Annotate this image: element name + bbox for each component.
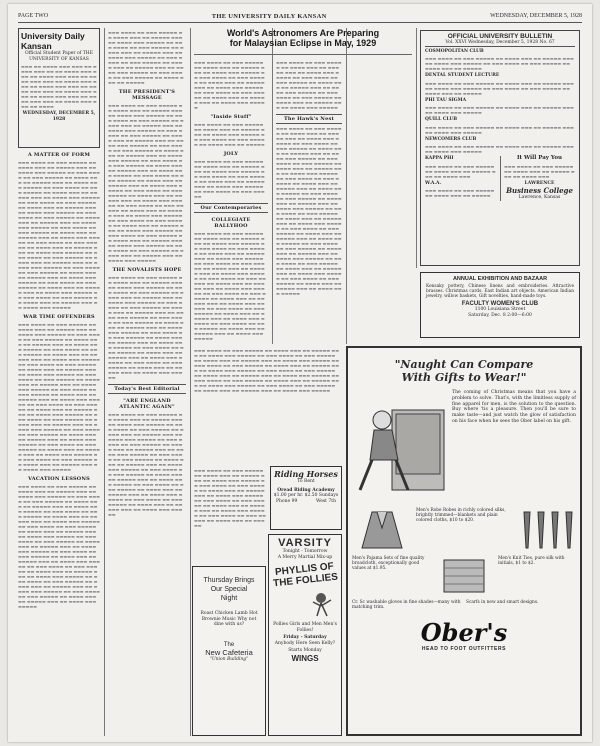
robe-illustration [352, 508, 412, 552]
obers-ad [346, 346, 582, 736]
bulletin-item-kappa-phi: KAPPA PHI [425, 156, 454, 161]
masthead-box: University Daily Kansan Official Student Paper of THE UNIVERSITY OF KANSAS ▬▬▬ ▬▬ ▬▬▬▬ ▬▬▬ ▬▬▬ ▬▬ ▬▬▬▬ ▬▬▬ ▬▬ ▬▬ ▬▬▬▬ ▬▬▬ ▬▬▬ ▬▬ ▬▬▬▬ ▬▬▬ ▬▬▬ ▬▬ ▬▬▬▬ ▬▬▬ ▬▬▬ ▬▬ ▬▬▬▬ ▬▬▬ ▬▬▬ ▬▬ ▬▬▬▬ ▬▬▬ ▬▬▬ ▬▬ ▬▬▬▬ ▬▬▬ ▬▬▬ ▬▬ ▬▬▬▬ ▬▬▬ ▬▬▬ ▬▬ ▬▬▬▬ ▬▬▬ ▬▬▬ ▬▬ ▬▬▬▬ ▬▬▬ ▬▬▬ ▬▬ ▬▬▬▬ ▬▬▬ ▬▬▬ ▬▬ ▬▬▬▬ WEDNESDAY, DECEMBER 5, 1928 [18, 28, 100, 148]
column-four: ▬▬▬ ▬▬▬▬ ▬▬ ▬▬▬ ▬▬▬▬▬ ▬▬ ▬▬▬▬ ▬▬▬ ▬▬ ▬▬▬▬▬ ▬▬▬ ▬▬ ▬▬▬▬ ▬▬▬ ▬▬▬▬▬ ▬▬ ▬▬▬ ▬▬▬▬ ▬▬ ▬▬▬ ▬▬▬▬▬ ▬▬ ▬▬▬▬ ▬▬▬ ▬▬ ▬▬▬▬▬ ▬▬▬ ▬▬ ▬▬▬▬ ▬▬▬ ▬▬▬▬▬ ▬▬ ▬▬▬ ▬▬▬▬ ▬▬ ▬▬▬ ▬▬▬▬▬ ▬▬ ▬▬▬▬ ▬▬▬ ▬▬ ▬▬▬▬▬ ▬▬▬ ▬▬ ▬▬▬▬ ▬▬▬ ▬▬▬▬▬ The Hawk's Nest ▬▬▬ ▬▬▬▬ ▬▬ ▬▬▬ ▬▬▬▬▬ ▬▬ ▬▬▬▬ ▬▬▬ ▬▬ ▬▬▬▬▬ ▬▬▬ ▬▬ ▬▬▬▬ ▬▬▬ ▬▬▬▬▬ ▬▬ ▬▬▬ ▬▬▬▬ ▬▬ ▬▬▬ ▬▬▬▬▬ ▬▬ ▬▬▬▬ ▬▬▬ ▬▬ ▬▬▬▬▬ ▬▬▬ ▬▬ ▬▬▬▬ ▬▬▬ ▬▬▬▬▬ ▬▬ ▬▬▬ ▬▬▬▬ ▬▬ ▬▬▬ ▬▬▬▬▬ ▬▬ ▬▬▬▬ ▬▬▬ ▬▬ ▬▬▬▬▬ ▬▬▬ ▬▬ ▬▬▬▬ ▬▬▬ ▬▬▬▬▬ ▬▬ ▬▬▬ ▬▬▬▬ ▬▬ ▬▬▬ ▬▬▬▬▬ ▬▬ ▬▬▬▬ ▬▬▬ ▬▬ ▬▬▬▬▬ ▬▬▬ ▬▬ ▬▬▬▬ ▬▬▬ ▬▬▬▬▬ ▬▬ ▬▬▬ ▬▬▬▬ ▬▬ ▬▬▬ ▬▬▬▬▬ ▬▬ ▬▬▬▬ ▬▬▬ ▬▬ ▬▬▬▬▬ ▬▬▬ ▬▬ ▬▬▬▬ ▬▬▬ ▬▬▬▬▬ ▬▬ ▬▬▬ ▬▬▬▬ ▬▬ ▬▬▬ ▬▬▬▬▬ ▬▬ ▬▬▬▬ ▬▬▬ ▬▬ ▬▬▬▬▬ ▬▬▬ ▬▬ ▬▬▬▬ ▬▬▬ ▬▬▬▬▬ ▬▬ ▬▬▬ ▬▬▬▬ ▬▬ ▬▬▬ ▬▬▬▬▬ ▬▬ ▬▬▬▬ ▬▬▬ ▬▬ ▬▬▬▬▬ ▬▬▬ ▬▬ ▬▬▬▬ ▬▬▬ ▬▬▬▬▬ ▬▬ ▬▬▬ ▬▬▬▬ ▬▬ ▬▬▬ ▬▬▬▬▬ ▬▬ ▬▬▬▬ ▬▬▬ ▬▬ ▬▬▬▬▬ ▬▬▬ ▬▬ ▬▬▬▬ ▬▬▬ ▬▬▬▬▬ ▬▬ ▬▬▬ ▬▬▬▬ ▬▬ ▬▬▬ ▬▬▬▬▬ ▬▬ ▬▬▬▬ ▬▬▬ ▬▬ ▬▬▬▬▬ ▬▬▬ ▬▬ ▬▬▬▬ ▬▬▬ ▬▬▬▬▬ ▬▬ ▬▬▬ ▬▬▬▬ ▬▬ ▬▬▬ ▬▬▬▬▬ ▬▬ ▬▬▬▬ ▬▬▬ ▬▬ ▬▬▬▬▬ ▬▬▬ ▬▬ ▬▬▬▬ ▬▬▬ ▬▬▬▬▬ [276, 60, 342, 296]
bazaar-ad [420, 272, 580, 338]
dancer-illustration [271, 590, 339, 618]
riding-phone: Phone 99 [276, 498, 298, 504]
cafe-line2: Our Special [210, 586, 248, 593]
varsity-title: VARSITY [278, 537, 332, 549]
column-rule [104, 28, 105, 736]
riding-name: Oread Riding Academy [277, 487, 335, 493]
header-date: WEDNESDAY, DECEMBER 5, 1928 [490, 13, 582, 19]
obers-tagline: HEAD TO FOOT OUTFITTERS [421, 646, 507, 653]
headline-vacation-lessons: VACATION LESSONS [28, 476, 90, 482]
varsity-film: PHYLLIS OF THE FOLLIES [272, 560, 339, 590]
headline-best-editorial: Today's Best Editorial [108, 384, 186, 394]
college-name-top: LAWRENCE [524, 180, 555, 186]
varsity-line7: WINGS [291, 653, 319, 663]
editorial-column: University Daily Kansan Official Student Paper of THE UNIVERSITY OF KANSAS ▬▬▬ ▬▬ ▬▬▬▬ ▬▬▬ ▬▬▬ ▬▬ ▬▬▬▬ ▬▬▬ ▬▬ ▬▬ ▬▬▬▬ ▬▬▬ ▬▬▬ ▬▬ ▬▬▬▬ ▬▬▬ ▬▬▬ ▬▬ ▬▬▬▬ ▬▬▬ ▬▬▬ ▬▬ ▬▬▬▬ ▬▬▬ ▬▬▬ ▬▬ ▬▬▬▬ ▬▬▬ ▬▬▬ ▬▬ ▬▬▬▬ ▬▬▬ ▬▬▬ ▬▬ ▬▬▬▬ ▬▬▬ ▬▬▬ ▬▬ ▬▬▬▬ ▬▬▬ ▬▬▬ ▬▬ ▬▬▬▬ ▬▬▬ ▬▬▬ ▬▬ ▬▬▬▬ ▬▬▬ ▬▬▬ ▬▬ ▬▬▬▬ WEDNESDAY, DECEMBER 5, 1928 A MATTER OF FORM ▬▬▬ ▬▬▬▬ ▬▬ ▬▬▬ ▬▬▬▬▬ ▬▬ ▬▬▬▬ ▬▬▬ ▬▬ ▬▬▬▬▬ ▬▬▬ ▬▬ ▬▬▬▬ ▬▬▬ ▬▬▬▬▬ ▬▬ ▬▬▬ ▬▬▬▬ ▬▬ ▬▬▬ ▬▬▬▬▬ ▬▬ ▬▬▬▬ ▬▬▬ ▬▬ ▬▬▬▬▬ ▬▬▬ ▬▬ ▬▬▬▬ ▬▬▬ ▬▬▬▬▬ ▬▬ ▬▬▬ ▬▬▬▬ ▬▬ ▬▬▬ ▬▬▬▬▬ ▬▬ ▬▬▬▬ ▬▬▬ ▬▬ ▬▬▬▬▬ ▬▬▬ ▬▬ ▬▬▬▬ ▬▬▬ ▬▬▬▬▬ ▬▬ ▬▬▬ ▬▬▬▬ ▬▬ ▬▬▬ ▬▬▬▬▬ ▬▬ ▬▬▬▬ ▬▬▬ ▬▬ ▬▬▬▬▬ ▬▬▬ ▬▬ ▬▬▬▬ ▬▬▬ ▬▬▬▬▬ ▬▬ ▬▬▬ ▬▬▬▬ ▬▬ ▬▬▬ ▬▬▬▬▬ ▬▬ ▬▬▬▬ ▬▬▬ ▬▬ ▬▬▬▬▬ ▬▬▬ ▬▬ ▬▬▬▬ ▬▬▬ ▬▬▬▬▬ ▬▬ ▬▬▬ ▬▬▬▬ ▬▬ ▬▬▬ ▬▬▬▬▬ ▬▬ ▬▬▬▬ ▬▬▬ ▬▬ ▬▬▬▬▬ ▬▬▬ ▬▬ ▬▬▬▬ ▬▬▬ ▬▬▬▬▬ ▬▬ ▬▬▬ ▬▬▬▬ ▬▬ ▬▬▬ ▬▬▬▬▬ ▬▬ ▬▬▬▬ ▬▬▬ ▬▬ ▬▬▬▬▬ ▬▬▬ ▬▬ ▬▬▬▬ ▬▬▬ ▬▬▬▬▬ ▬▬ ▬▬▬ ▬▬▬▬ ▬▬ ▬▬▬ ▬▬▬▬▬ ▬▬ ▬▬▬▬ ▬▬▬ ▬▬ ▬▬▬▬▬ ▬▬▬ ▬▬ ▬▬▬▬ ▬▬▬ ▬▬▬▬▬ ▬▬ ▬▬▬ ▬▬▬▬ ▬▬ ▬▬▬ ▬▬▬▬▬ ▬▬ ▬▬▬▬ ▬▬▬ ▬▬ ▬▬▬▬▬ ▬▬▬ ▬▬ ▬▬▬▬ ▬▬▬ ▬▬▬▬▬ ▬▬ ▬▬▬ ▬▬▬▬ ▬▬ ▬▬▬ ▬▬▬▬▬ ▬▬ ▬▬▬▬ ▬▬▬ ▬▬ ▬▬▬▬▬ ▬▬▬ ▬▬ ▬▬▬▬ ▬▬▬ ▬▬▬▬▬ ▬▬ ▬▬▬ ▬▬▬▬ ▬▬ ▬▬▬ ▬▬▬▬▬ ▬▬ ▬▬▬▬ ▬▬▬ ▬▬ ▬▬▬▬▬ ▬▬▬ ▬▬ ▬▬▬▬ ▬▬▬ ▬▬▬▬▬ WAR TIME OFFENDERS ▬▬▬ ▬▬▬▬ ▬▬ ▬▬▬ ▬▬▬▬▬ ▬▬ ▬▬▬▬ ▬▬▬ ▬▬ ▬▬▬▬▬ ▬▬▬ ▬▬ ▬▬▬▬ ▬▬▬ ▬▬▬▬▬ ▬▬ ▬▬▬ ▬▬▬▬ ▬▬ ▬▬▬ ▬▬▬▬▬ ▬▬ ▬▬▬▬ ▬▬▬ ▬▬ ▬▬▬▬▬ ▬▬▬ ▬▬ ▬▬▬▬ ▬▬▬ ▬▬▬▬▬ ▬▬ ▬▬▬ ▬▬▬▬ ▬▬ ▬▬▬ ▬▬▬▬▬ ▬▬ ▬▬▬▬ ▬▬▬ ▬▬ ▬▬▬▬▬ ▬▬▬ ▬▬ ▬▬▬▬ ▬▬▬ ▬▬▬▬▬ ▬▬ ▬▬▬ ▬▬▬▬ ▬▬ ▬▬▬ ▬▬▬▬▬ ▬▬ ▬▬▬▬ ▬▬▬ ▬▬ ▬▬▬▬▬ ▬▬▬ ▬▬ ▬▬▬▬ ▬▬▬ ▬▬▬▬▬ ▬▬ ▬▬▬ ▬▬▬▬ ▬▬ ▬▬▬ ▬▬▬▬▬ ▬▬ ▬▬▬▬ ▬▬▬ ▬▬ ▬▬▬▬▬ ▬▬▬ ▬▬ ▬▬▬▬ ▬▬▬ ▬▬▬▬▬ ▬▬ ▬▬▬ ▬▬▬▬ ▬▬ ▬▬▬ ▬▬▬▬▬ ▬▬ ▬▬▬▬ ▬▬▬ ▬▬ ▬▬▬▬▬ ▬▬▬ ▬▬ ▬▬▬▬ ▬▬▬ ▬▬▬▬▬ ▬▬ ▬▬▬ ▬▬▬▬ ▬▬ ▬▬▬ ▬▬▬▬▬ ▬▬ ▬▬▬▬ ▬▬▬ ▬▬ ▬▬▬▬▬ ▬▬▬ ▬▬ ▬▬▬▬ ▬▬▬ ▬▬▬▬▬ ▬▬ ▬▬▬ ▬▬▬▬ ▬▬ ▬▬▬ ▬▬▬▬▬ ▬▬ ▬▬▬▬ ▬▬▬ ▬▬ ▬▬▬▬▬ ▬▬▬ ▬▬ ▬▬▬▬ ▬▬▬ ▬▬▬▬▬ ▬▬ ▬▬▬ ▬▬▬▬ ▬▬ ▬▬▬ ▬▬▬▬▬ ▬▬ ▬▬▬▬ ▬▬▬ ▬▬ ▬▬▬▬▬ ▬▬▬ ▬▬ ▬▬▬▬ ▬▬▬ ▬▬▬▬▬ ▬▬ ▬▬▬ ▬▬▬▬ ▬▬ ▬▬▬ ▬▬▬▬▬ ▬▬ ▬▬▬▬ ▬▬▬ ▬▬ ▬▬▬▬▬ ▬▬▬ ▬▬ ▬▬▬▬ ▬▬▬ ▬▬▬▬▬ ▬▬ ▬▬▬ ▬▬▬▬ ▬▬ ▬▬▬ ▬▬▬▬▬ ▬▬ ▬▬▬▬ ▬▬▬ ▬▬ ▬▬▬▬▬ ▬▬▬ ▬▬ ▬▬▬▬ ▬▬▬ ▬▬▬▬▬ VACATION LESSONS ▬▬▬ ▬▬▬▬ ▬▬ ▬▬▬ ▬▬▬▬▬ ▬▬ ▬▬▬▬ ▬▬▬ ▬▬ ▬▬▬▬▬ ▬▬▬ ▬▬ ▬▬▬▬ ▬▬▬ ▬▬▬▬▬ ▬▬ ▬▬▬ ▬▬▬▬ ▬▬ ▬▬▬ ▬▬▬▬▬ ▬▬ ▬▬▬▬ ▬▬▬ ▬▬ ▬▬▬▬▬ ▬▬▬ ▬▬ ▬▬▬▬ ▬▬▬ ▬▬▬▬▬ ▬▬ ▬▬▬ ▬▬▬▬ ▬▬ ▬▬▬ ▬▬▬▬▬ ▬▬ ▬▬▬▬ ▬▬▬ ▬▬ ▬▬▬▬▬ ▬▬▬ ▬▬ ▬▬▬▬ ▬▬▬ ▬▬▬▬▬ ▬▬ ▬▬▬ ▬▬▬▬ ▬▬ ▬▬▬ ▬▬▬▬▬ ▬▬ ▬▬▬▬ ▬▬▬ ▬▬ ▬▬▬▬▬ ▬▬▬ ▬▬ ▬▬▬▬ ▬▬▬ ▬▬▬▬▬ ▬▬ ▬▬▬ ▬▬▬▬ ▬▬ ▬▬▬ ▬▬▬▬▬ ▬▬ ▬▬▬▬ ▬▬▬ ▬▬ ▬▬▬▬▬ ▬▬▬ ▬▬ ▬▬▬▬ ▬▬▬ ▬▬▬▬▬ ▬▬ ▬▬▬ ▬▬▬▬ ▬▬ ▬▬▬ ▬▬▬▬▬ ▬▬ ▬▬▬▬ ▬▬▬ ▬▬ ▬▬▬▬▬ ▬▬▬ ▬▬ ▬▬▬▬ ▬▬▬ ▬▬▬▬▬ ▬▬ ▬▬▬ ▬▬▬▬ ▬▬ ▬▬▬ ▬▬▬▬▬ ▬▬ ▬▬▬▬ ▬▬▬ ▬▬ ▬▬▬▬▬ ▬▬▬ ▬▬ ▬▬▬▬ ▬▬▬ ▬▬▬▬▬ ▬▬ ▬▬▬ ▬▬▬▬ ▬▬ ▬▬▬ ▬▬▬▬▬ ▬▬ ▬▬▬▬ ▬▬▬ ▬▬ ▬▬▬▬▬ ▬▬▬ ▬▬ ▬▬▬▬ ▬▬▬ ▬▬▬▬▬ ▬▬ ▬▬▬ ▬▬▬▬ ▬▬ ▬▬▬ ▬▬▬▬▬ ▬▬ ▬▬▬▬ ▬▬▬ ▬▬ ▬▬▬▬▬ ▬▬▬ ▬▬ ▬▬▬▬ ▬▬▬ ▬▬▬▬▬ [18, 28, 100, 736]
headline-war-time-offenders: WAR TIME OFFENDERS [23, 314, 95, 320]
bulletin-item-phi-tau-sigma: PHI TAU SIGMA [425, 97, 467, 103]
lead-headline-line1: World's Astronomers Are Preparing [226, 28, 380, 38]
obers-copy-pajamas: Men's Pajama Sets of fine quality broadcloth, exceptionally good values at $1.95. [352, 556, 425, 572]
lower-middle-text: ▬▬▬ ▬▬▬▬ ▬▬ ▬▬▬ ▬▬▬▬▬ ▬▬ ▬▬▬▬ ▬▬▬ ▬▬ ▬▬▬▬▬ ▬▬▬ ▬▬ ▬▬▬▬ ▬▬▬ ▬▬▬▬▬ ▬▬ ▬▬▬ ▬▬▬▬ ▬▬ ▬▬▬ ▬▬▬▬▬ ▬▬ ▬▬▬▬ ▬▬▬ ▬▬ ▬▬▬▬▬ ▬▬▬ ▬▬ ▬▬▬▬ ▬▬▬ ▬▬▬▬▬ ▬▬ ▬▬▬ ▬▬▬▬ ▬▬ ▬▬▬ ▬▬▬▬▬ ▬▬ ▬▬▬▬ ▬▬▬ ▬▬ ▬▬▬▬▬ ▬▬▬ ▬▬ ▬▬▬▬ ▬▬▬ ▬▬▬▬▬ ▬▬ ▬▬▬ ▬▬▬▬ ▬▬ ▬▬▬ ▬▬▬▬▬ ▬▬ ▬▬▬▬ ▬▬▬ ▬▬ ▬▬▬▬▬ ▬▬▬ ▬▬ ▬▬▬▬ ▬▬▬ ▬▬▬▬▬ ▬▬ ▬▬▬ ▬▬▬▬ ▬▬ ▬▬▬ ▬▬▬▬▬ ▬▬ ▬▬▬▬ ▬▬▬ ▬▬ ▬▬▬▬▬ ▬▬▬ ▬▬ ▬▬▬▬ ▬▬▬ ▬▬▬▬▬ ▬▬ ▬▬▬ ▬▬▬▬ ▬▬ ▬▬▬ ▬▬▬▬▬ ▬▬ ▬▬▬▬ ▬▬▬ ▬▬ ▬▬▬▬▬ ▬▬▬ ▬▬ ▬▬▬▬ ▬▬▬ ▬▬▬▬▬ [194, 348, 339, 393]
obers-logo: Ober's [420, 618, 508, 648]
varsity-line5: Anybody Here Seen Kelly? [274, 640, 336, 646]
bazaar-title: ANNUAL EXHIBITION AND BAZAAR [452, 276, 548, 282]
bazaar-body: Kensaky pottery, Chinese linens and embroideries. Attractive brasses. Christmas cards. East Indian art objects. American Indian jewelry, willow baskets, Gift novelties, hand-made toys. [426, 284, 574, 299]
masthead-date: WEDNESDAY, DECEMBER 5, 1928 [22, 111, 96, 122]
masthead-subtitle: Official Student Paper of THE UNIVERSITY OF KANSAS [25, 51, 93, 62]
cafeteria-ad [192, 566, 266, 736]
obers-copy-gloves: Cr. Sc washable gloves in fine shades—many with matching trim. [352, 600, 461, 611]
varsity-line4: Friday - Saturday [283, 635, 327, 640]
page-header [18, 10, 582, 23]
bulletin-item-waa: W.A.A. [425, 180, 442, 186]
obers-lead-copy: The coming of Christmas means that you have a problem to solve. That's, with the limitless supply of fine apparel for men, is the solution to the question. Buy where 'tis a pleasure. Then you'll be sure to make taste—and just watch the glow of satisfaction on his face when he sees the Ober label on his gift. [452, 390, 576, 424]
riding-title: Riding Horses [274, 469, 338, 479]
pay-headline: It Will Pay You [516, 155, 563, 161]
column-three: ▬▬▬ ▬▬▬▬ ▬▬ ▬▬▬ ▬▬▬▬▬ ▬▬ ▬▬▬▬ ▬▬▬ ▬▬ ▬▬▬▬▬ ▬▬▬ ▬▬ ▬▬▬▬ ▬▬▬ ▬▬▬▬▬ ▬▬ ▬▬▬ ▬▬▬▬ ▬▬ ▬▬▬ ▬▬▬▬▬ ▬▬ ▬▬▬▬ ▬▬▬ ▬▬ ▬▬▬▬▬ ▬▬▬ ▬▬ ▬▬▬▬ ▬▬▬ ▬▬▬▬▬ ▬▬ ▬▬▬ ▬▬▬▬ ▬▬ ▬▬▬ ▬▬▬▬▬ ▬▬ ▬▬▬▬ ▬▬▬ ▬▬ ▬▬▬▬▬ ▬▬▬ ▬▬ ▬▬▬▬ ▬▬▬ ▬▬▬▬▬ "Inside Stuff" ▬▬▬ ▬▬▬▬ ▬▬ ▬▬▬ ▬▬▬▬▬ ▬▬ ▬▬▬▬ ▬▬▬ ▬▬ ▬▬▬▬▬ ▬▬▬ ▬▬ ▬▬▬▬ ▬▬▬ ▬▬▬▬▬ ▬▬ ▬▬▬ ▬▬▬▬ ▬▬ ▬▬▬ ▬▬▬▬▬ ▬▬ ▬▬▬▬ ▬▬▬ ▬▬ ▬▬▬▬▬ JOLY ▬▬▬ ▬▬▬▬ ▬▬ ▬▬▬ ▬▬▬▬▬ ▬▬ ▬▬▬▬ ▬▬▬ ▬▬ ▬▬▬▬▬ ▬▬▬ ▬▬ ▬▬▬▬ ▬▬▬ ▬▬▬▬▬ ▬▬ ▬▬▬ ▬▬▬▬ ▬▬ ▬▬▬ ▬▬▬▬▬ ▬▬ ▬▬▬▬ ▬▬▬ ▬▬ ▬▬▬▬▬ ▬▬▬ ▬▬ ▬▬▬▬ ▬▬▬ ▬▬▬▬▬ ▬▬ ▬▬▬ ▬▬▬▬ ▬▬ ▬▬▬ ▬▬▬▬▬ Our Contemporaries COLLEGIATE BALLYHOO ▬▬▬ ▬▬▬▬ ▬▬ ▬▬▬ ▬▬▬▬▬ ▬▬ ▬▬▬▬ ▬▬▬ ▬▬ ▬▬▬▬▬ ▬▬▬ ▬▬ ▬▬▬▬ ▬▬▬ ▬▬▬▬▬ ▬▬ ▬▬▬ ▬▬▬▬ ▬▬ ▬▬▬ ▬▬▬▬▬ ▬▬ ▬▬▬▬ ▬▬▬ ▬▬ ▬▬▬▬▬ ▬▬▬ ▬▬ ▬▬▬▬ ▬▬▬ ▬▬▬▬▬ ▬▬ ▬▬▬ ▬▬▬▬ ▬▬ ▬▬▬ ▬▬▬▬▬ ▬▬ ▬▬▬▬ ▬▬▬ ▬▬ ▬▬▬▬▬ ▬▬▬ ▬▬ ▬▬▬▬ ▬▬▬ ▬▬▬▬▬ ▬▬ ▬▬▬ ▬▬▬▬ ▬▬ ▬▬▬ ▬▬▬▬▬ ▬▬ ▬▬▬▬ ▬▬▬ ▬▬ ▬▬▬▬▬ ▬▬▬ ▬▬ ▬▬▬▬ ▬▬▬ ▬▬▬▬▬ ▬▬ ▬▬▬ ▬▬▬▬ ▬▬ ▬▬▬ ▬▬▬▬▬ ▬▬ ▬▬▬▬ ▬▬▬ ▬▬ ▬▬▬▬▬ ▬▬▬ ▬▬ ▬▬▬▬ ▬▬▬ ▬▬▬▬▬ ▬▬ ▬▬▬ ▬▬▬▬ ▬▬ ▬▬▬ ▬▬▬▬▬ ▬▬ ▬▬▬▬ ▬▬▬ ▬▬ ▬▬▬▬▬ ▬▬▬ ▬▬ ▬▬▬▬ ▬▬▬ ▬▬▬▬▬ ▬▬ ▬▬▬ ▬▬▬▬ ▬▬ ▬▬▬ ▬▬▬▬▬ ▬▬ ▬▬▬▬ ▬▬▬ ▬▬ ▬▬▬▬▬ ▬▬▬ ▬▬ ▬▬▬▬ ▬▬▬ ▬▬▬▬▬ [194, 58, 268, 342]
cafe-line3: Night [220, 595, 238, 602]
cafe-name2: New Cafeteria [205, 647, 253, 657]
headline-matter-of-form: A MATTER OF FORM [27, 152, 91, 158]
bulletin-item-quill-club: QUILL CLUB [425, 117, 458, 122]
riding-rate: $1.00 per hr. $2.50 Sundays [273, 493, 339, 498]
obers-copy-robes: Men's Robe Robes in richly colored silks, brightly trimmed—blankets and plain colored cloths, $10 to $20. [416, 508, 506, 524]
headline-presidents-message: THE PRESIDENT'S MESSAGE [118, 89, 176, 101]
headline-collegiate-ballyhoo: COLLEGIATE BALLYHOO [211, 217, 251, 229]
newspaper-page [8, 4, 592, 742]
bazaar-time: Saturday, Dec. 8 2:00—6:00 [468, 312, 532, 318]
varsity-line3: Pollies Girls and Men Men's Follies! [273, 622, 337, 633]
bulletin-item-newcomers: NEWCOMERS CLUB [425, 136, 477, 142]
cafe-tag: "Union Building" [209, 656, 249, 662]
masthead-title: University Daily Kansan [21, 31, 85, 51]
headline-inside-stuff: "Inside Stuff" [210, 114, 252, 120]
college-location: Lawrence, Kansas [518, 195, 561, 200]
headline-hawks-nest: The Hawk's Nest [276, 114, 342, 124]
bulletin-item-cosmopolitan: COSMOPOLITAN CLUB [425, 48, 484, 54]
headline-novalists-hope: THE NOVALISTS HOPE [112, 267, 182, 273]
column-rule [416, 28, 417, 268]
column-rule [346, 28, 347, 344]
man-in-chair-illustration [352, 390, 448, 500]
varsity-theater-ad [268, 534, 342, 736]
riding-horses-ad [270, 466, 342, 530]
varsity-line2: A Merry Martial Mix-up [277, 554, 333, 560]
cafe-menu: Roast Chicken Lamb Hot Brownie Music Why not dine with us? [200, 611, 258, 627]
official-bulletin: OFFICIAL UNIVERSITY BULLETIN Vol. XXVI Wednesday, December 5, 1928 No. 67 COSMOPOLITAN CLUB ▬▬▬ ▬▬▬▬ ▬▬ ▬▬▬ ▬▬▬▬▬ ▬▬ ▬▬▬▬ ▬▬▬ ▬▬ ▬▬▬▬▬ ▬▬▬ ▬▬ ▬▬▬▬ ▬▬▬ ▬▬▬▬▬ ▬▬ ▬▬▬ ▬▬▬▬ ▬▬ ▬▬▬ ▬▬▬▬▬ ▬▬ ▬▬▬▬ ▬▬▬ ▬▬ ▬▬▬▬▬ DENTAL STUDENT LECTURE ▬▬▬ ▬▬▬▬ ▬▬ ▬▬▬ ▬▬▬▬▬ ▬▬ ▬▬▬▬ ▬▬▬ ▬▬ ▬▬▬▬▬ ▬▬▬ ▬▬ ▬▬▬▬ ▬▬▬ ▬▬▬▬▬ ▬▬ ▬▬▬ ▬▬▬▬ ▬▬ ▬▬▬ ▬▬▬▬▬ ▬▬ ▬▬▬▬ ▬▬▬ ▬▬ ▬▬▬▬▬ PHI TAU SIGMA ▬▬▬ ▬▬▬▬ ▬▬ ▬▬▬ ▬▬▬▬▬ ▬▬ ▬▬▬▬ ▬▬▬ ▬▬ ▬▬▬▬▬ ▬▬▬ ▬▬ ▬▬▬▬ ▬▬▬ ▬▬▬▬▬ QUILL CLUB ▬▬▬ ▬▬▬▬ ▬▬ ▬▬▬ ▬▬▬▬▬ ▬▬ ▬▬▬▬ ▬▬▬ ▬▬ ▬▬▬▬▬ ▬▬▬ ▬▬ ▬▬▬▬ ▬▬▬ ▬▬▬▬▬ NEWCOMERS CLUB ▬▬▬ ▬▬▬▬ ▬▬ ▬▬▬ ▬▬▬▬▬ ▬▬ ▬▬▬▬ ▬▬▬ ▬▬ ▬▬▬▬▬ ▬▬▬ ▬▬ ▬▬▬▬ ▬▬▬ ▬▬▬▬▬ KAPPA PHI ▬▬▬ ▬▬▬▬ ▬▬ ▬▬▬ ▬▬▬▬▬ ▬▬ ▬▬▬▬ ▬▬▬ ▬▬ ▬▬▬▬▬ ▬▬▬ ▬▬ ▬▬▬▬ ▬▬▬ W.A.A. ▬▬▬ ▬▬▬▬ ▬▬ ▬▬▬ ▬▬▬▬▬ ▬▬ ▬▬▬▬ ▬▬▬ ▬▬ ▬▬▬▬▬ It Will Pay You ▬▬▬ ▬▬▬▬ ▬▬ ▬▬▬ ▬▬▬▬▬ ▬▬ ▬▬▬▬ ▬▬▬ ▬▬ ▬▬▬▬▬ ▬▬▬ ▬▬ ▬▬▬▬ ▬▬▬ LAWRENCE Business College Lawrence, Kansas [420, 30, 580, 266]
lower-col3-text: ▬▬▬ ▬▬▬▬ ▬▬ ▬▬▬ ▬▬▬▬▬ ▬▬ ▬▬▬▬ ▬▬▬ ▬▬ ▬▬▬▬▬ ▬▬▬ ▬▬ ▬▬▬▬ ▬▬▬ ▬▬▬▬▬ ▬▬ ▬▬▬ ▬▬▬▬ ▬▬ ▬▬▬ ▬▬▬▬▬ ▬▬ ▬▬▬▬ ▬▬▬ ▬▬ ▬▬▬▬▬ ▬▬▬ ▬▬ ▬▬▬▬ ▬▬▬ ▬▬▬▬▬ ▬▬ ▬▬▬ ▬▬▬▬ ▬▬ ▬▬▬ ▬▬▬▬▬ ▬▬ ▬▬▬▬ ▬▬▬ ▬▬ ▬▬▬▬▬ ▬▬▬ ▬▬ ▬▬▬▬ ▬▬▬ ▬▬▬▬▬ ▬▬ ▬▬▬ ▬▬▬▬ ▬▬ ▬▬▬ ▬▬▬▬▬ ▬▬ ▬▬▬▬ ▬▬▬ ▬▬ ▬▬▬▬▬ [194, 468, 266, 528]
ties-illustration [516, 508, 576, 552]
obers-copy-ties: Men's Knit Ties, pure silk with initials, $1 to $2. [498, 556, 565, 567]
column-rule [272, 28, 273, 344]
college-name: Business College [506, 186, 573, 195]
column-two: ▬▬▬ ▬▬▬▬ ▬▬ ▬▬▬ ▬▬▬▬▬ ▬▬ ▬▬▬▬ ▬▬▬ ▬▬ ▬▬▬▬▬ ▬▬▬ ▬▬ ▬▬▬▬ ▬▬▬ ▬▬▬▬▬ ▬▬ ▬▬▬ ▬▬▬▬ ▬▬ ▬▬▬ ▬▬▬▬▬ ▬▬ ▬▬▬▬ ▬▬▬ ▬▬ ▬▬▬▬▬ ▬▬▬ ▬▬ ▬▬▬▬ ▬▬▬ ▬▬▬▬▬ ▬▬ ▬▬▬ ▬▬▬▬ ▬▬ ▬▬▬ ▬▬▬▬▬ ▬▬ ▬▬▬▬ ▬▬▬ ▬▬ ▬▬▬▬▬ ▬▬▬ ▬▬ ▬▬▬▬ ▬▬▬ ▬▬▬▬▬ ▬▬ ▬▬▬ ▬▬▬▬ ▬▬ ▬▬▬ ▬▬▬▬▬ ▬▬ ▬▬▬▬ ▬▬▬ ▬▬ ▬▬▬▬▬ THE PRESIDENT'S MESSAGE ▬▬▬ ▬▬▬▬ ▬▬ ▬▬▬ ▬▬▬▬▬ ▬▬ ▬▬▬▬ ▬▬▬ ▬▬ ▬▬▬▬▬ ▬▬▬ ▬▬ ▬▬▬▬ ▬▬▬ ▬▬▬▬▬ ▬▬ ▬▬▬ ▬▬▬▬ ▬▬ ▬▬▬ ▬▬▬▬▬ ▬▬ ▬▬▬▬ ▬▬▬ ▬▬ ▬▬▬▬▬ ▬▬▬ ▬▬ ▬▬▬▬ ▬▬▬ ▬▬▬▬▬ ▬▬ ▬▬▬ ▬▬▬▬ ▬▬ ▬▬▬ ▬▬▬▬▬ ▬▬ ▬▬▬▬ ▬▬▬ ▬▬ ▬▬▬▬▬ ▬▬▬ ▬▬ ▬▬▬▬ ▬▬▬ ▬▬▬▬▬ ▬▬ ▬▬▬ ▬▬▬▬ ▬▬ ▬▬▬ ▬▬▬▬▬ ▬▬ ▬▬▬▬ ▬▬▬ ▬▬ ▬▬▬▬▬ ▬▬▬ ▬▬ ▬▬▬▬ ▬▬▬ ▬▬▬▬▬ ▬▬ ▬▬▬ ▬▬▬▬ ▬▬ ▬▬▬ ▬▬▬▬▬ ▬▬ ▬▬▬▬ ▬▬▬ ▬▬ ▬▬▬▬▬ ▬▬▬ ▬▬ ▬▬▬▬ ▬▬▬ ▬▬▬▬▬ ▬▬ ▬▬▬ ▬▬▬▬ ▬▬ ▬▬▬ ▬▬▬▬▬ ▬▬ ▬▬▬▬ ▬▬▬ ▬▬ ▬▬▬▬▬ ▬▬▬ ▬▬ ▬▬▬▬ ▬▬▬ ▬▬▬▬▬ ▬▬ ▬▬▬ ▬▬▬▬ ▬▬ ▬▬▬ ▬▬▬▬▬ ▬▬ ▬▬▬▬ ▬▬▬ ▬▬ ▬▬▬▬▬ ▬▬▬ ▬▬ ▬▬▬▬ ▬▬▬ ▬▬▬▬▬ ▬▬ ▬▬▬ ▬▬▬▬ ▬▬ ▬▬▬ ▬▬▬▬▬ ▬▬ ▬▬▬▬ ▬▬▬ ▬▬ ▬▬▬▬▬ ▬▬▬ ▬▬ ▬▬▬▬ ▬▬▬ ▬▬▬▬▬ ▬▬ ▬▬▬ ▬▬▬▬ ▬▬ ▬▬▬ ▬▬▬▬▬ ▬▬ ▬▬▬▬ ▬▬▬ ▬▬ ▬▬▬▬▬ ▬▬▬ ▬▬ ▬▬▬▬ ▬▬▬ ▬▬▬▬▬ ▬▬ ▬▬▬ ▬▬▬▬ ▬▬ ▬▬▬ ▬▬▬▬▬ ▬▬ ▬▬▬▬ ▬▬▬ ▬▬ ▬▬▬▬▬ ▬▬▬ ▬▬ ▬▬▬▬ ▬▬▬ ▬▬▬▬▬ ▬▬ ▬▬▬ ▬▬▬▬ ▬▬ ▬▬▬ ▬▬▬▬▬ ▬▬ ▬▬▬▬ ▬▬▬ ▬▬ ▬▬▬▬▬ ▬▬▬ ▬▬ ▬▬▬▬ ▬▬▬ ▬▬▬▬▬ THE NOVALISTS HOPE ▬▬▬ ▬▬▬▬ ▬▬ ▬▬▬ ▬▬▬▬▬ ▬▬ ▬▬▬▬ ▬▬▬ ▬▬ ▬▬▬▬▬ ▬▬▬ ▬▬ ▬▬▬▬ ▬▬▬ ▬▬▬▬▬ ▬▬ ▬▬▬ ▬▬▬▬ ▬▬ ▬▬▬ ▬▬▬▬▬ ▬▬ ▬▬▬▬ ▬▬▬ ▬▬ ▬▬▬▬▬ ▬▬▬ ▬▬ ▬▬▬▬ ▬▬▬ ▬▬▬▬▬ ▬▬ ▬▬▬ ▬▬▬▬ ▬▬ ▬▬▬ ▬▬▬▬▬ ▬▬ ▬▬▬▬ ▬▬▬ ▬▬ ▬▬▬▬▬ ▬▬▬ ▬▬ ▬▬▬▬ ▬▬▬ ▬▬▬▬▬ ▬▬ ▬▬▬ ▬▬▬▬ ▬▬ ▬▬▬ ▬▬▬▬▬ ▬▬ ▬▬▬▬ ▬▬▬ ▬▬ ▬▬▬▬▬ ▬▬▬ ▬▬ ▬▬▬▬ ▬▬▬ ▬▬▬▬▬ ▬▬ ▬▬▬ ▬▬▬▬ ▬▬ ▬▬▬ ▬▬▬▬▬ ▬▬ ▬▬▬▬ ▬▬▬ ▬▬ ▬▬▬▬▬ ▬▬▬ ▬▬ ▬▬▬▬ ▬▬▬ ▬▬▬▬▬ ▬▬ ▬▬▬ ▬▬▬▬ ▬▬ ▬▬▬ ▬▬▬▬▬ ▬▬ ▬▬▬▬ ▬▬▬ ▬▬ ▬▬▬▬▬ ▬▬▬ ▬▬ ▬▬▬▬ ▬▬▬ ▬▬▬▬▬ ▬▬ ▬▬▬ ▬▬▬▬ ▬▬ ▬▬▬ ▬▬▬▬▬ ▬▬ ▬▬▬▬ ▬▬▬ ▬▬ ▬▬▬▬▬ ▬▬▬ ▬▬ ▬▬▬▬ ▬▬▬ ▬▬▬▬▬ Today's Best Editorial "ARE ENGLAND ATLANTIC AGAIN" ▬▬▬ ▬▬▬▬ ▬▬ ▬▬▬ ▬▬▬▬▬ ▬▬ ▬▬▬▬ ▬▬▬ ▬▬ ▬▬▬▬▬ ▬▬▬ ▬▬ ▬▬▬▬ ▬▬▬ ▬▬▬▬▬ ▬▬ ▬▬▬ ▬▬▬▬ ▬▬ ▬▬▬ ▬▬▬▬▬ ▬▬ ▬▬▬▬ ▬▬▬ ▬▬ ▬▬▬▬▬ ▬▬▬ ▬▬ ▬▬▬▬ ▬▬▬ ▬▬▬▬▬ ▬▬ ▬▬▬ ▬▬▬▬ ▬▬ ▬▬▬ ▬▬▬▬▬ ▬▬ ▬▬▬▬ ▬▬▬ ▬▬ ▬▬▬▬▬ ▬▬▬ ▬▬ ▬▬▬▬ ▬▬▬ ▬▬▬▬▬ ▬▬ ▬▬▬ ▬▬▬▬ ▬▬ ▬▬▬ ▬▬▬▬▬ ▬▬ ▬▬▬▬ ▬▬▬ ▬▬ ▬▬▬▬▬ ▬▬▬ ▬▬ ▬▬▬▬ ▬▬▬ ▬▬▬▬▬ ▬▬ ▬▬▬ ▬▬▬▬ ▬▬ ▬▬▬ ▬▬▬▬▬ ▬▬ ▬▬▬▬ ▬▬▬ ▬▬ ▬▬▬▬▬ ▬▬▬ ▬▬ ▬▬▬▬ ▬▬▬ ▬▬▬▬▬ ▬▬ ▬▬▬ ▬▬▬▬ ▬▬ ▬▬▬ ▬▬▬▬▬ ▬▬ ▬▬▬▬ ▬▬▬ ▬▬ ▬▬▬▬▬ ▬▬▬ ▬▬ ▬▬▬▬ ▬▬▬ ▬▬▬▬▬ ▬▬ ▬▬▬ ▬▬▬▬ ▬▬ ▬▬▬ ▬▬▬▬▬ ▬▬ ▬▬▬▬ ▬▬▬ ▬▬ ▬▬▬▬▬ ▬▬▬ ▬▬ ▬▬▬▬ ▬▬▬ ▬▬▬▬▬ [108, 28, 186, 568]
cafe-name1: The [223, 641, 235, 648]
page-number: PAGE TWO [18, 13, 49, 19]
business-college-ad: It Will Pay You ▬▬▬ ▬▬▬▬ ▬▬ ▬▬▬ ▬▬▬▬▬ ▬▬ ▬▬▬▬ ▬▬▬ ▬▬ ▬▬▬▬▬ ▬▬▬ ▬▬ ▬▬▬▬ ▬▬▬ LAWRENCE Business College Lawrence, Kansas [500, 156, 575, 201]
riding-sub: To Rent [297, 479, 315, 484]
cafe-line1: Thursday Brings [203, 577, 255, 584]
pajamas-illustration [434, 556, 494, 596]
obers-headline-1: "Naught Can Compare [394, 358, 534, 371]
obers-copy-scarfs: Scarfs in new and smart designs. [466, 600, 539, 605]
bulletin-item-dental: DENTAL STUDENT LECTURE [425, 73, 500, 78]
bulletin-volume: Vol. XXVI Wednesday, December 5, 1928 No. 67 [425, 40, 575, 47]
obers-headline-2: With Gifts to Wear!" [401, 371, 527, 384]
riding-street: West 7th [315, 498, 336, 504]
bazaar-club: FACULTY WOMEN'S CLUB [461, 301, 539, 307]
lead-headline-line2: for Malaysian Eclipse in May, 1929 [229, 38, 377, 48]
lead-headline [194, 28, 412, 55]
varsity-line1: Tonight - Tomorrow [282, 549, 328, 554]
column-rule [190, 28, 191, 736]
headline-england-atlantic: "ARE ENGLAND ATLANTIC AGAIN" [119, 398, 175, 410]
bulletin-title: OFFICIAL UNIVERSITY BULLETIN [447, 33, 553, 40]
headline-our-contemporaries: Our Contemporaries [194, 203, 268, 213]
paper-name: THE UNIVERSITY DAILY KANSAN [211, 12, 327, 20]
headline-joly: JOLY [223, 151, 239, 157]
varsity-line6: Starts Monday [288, 648, 322, 653]
bazaar-address: 1100 Louisiana Street [474, 307, 526, 312]
